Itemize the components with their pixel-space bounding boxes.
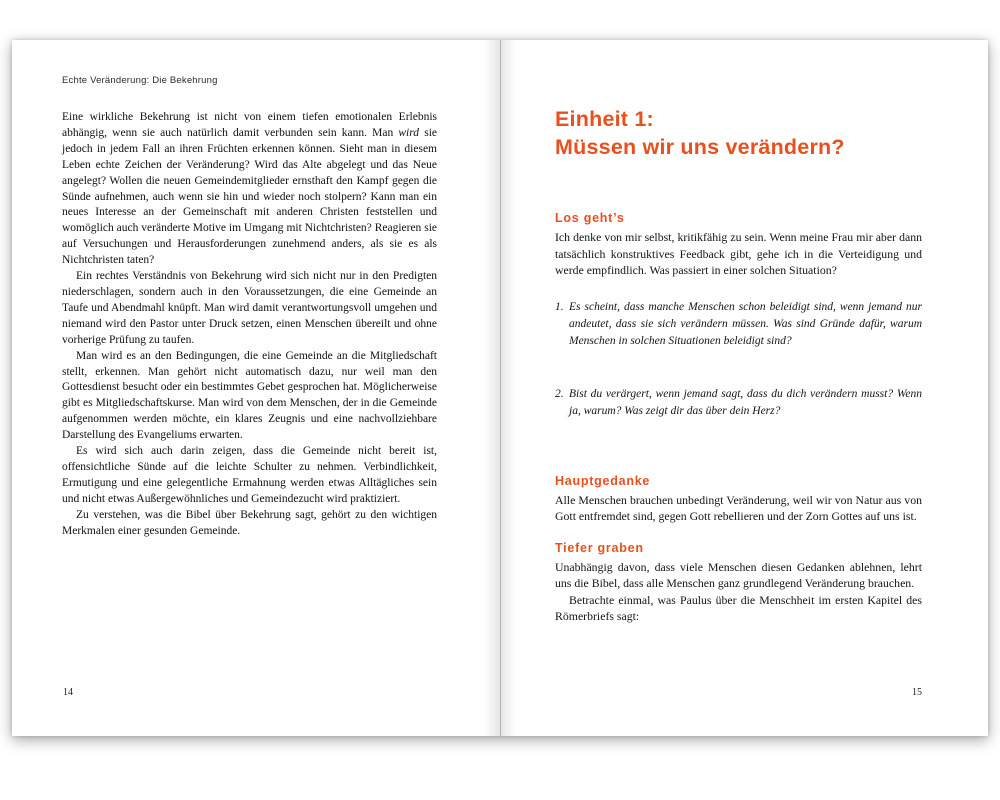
question-text: Es scheint, dass manche Menschen schon beleidigt sind, wenn jemand nur andeutet, dass sie sich verändern müssen. Was sind Gründe dafür, warum Menschen in solchen Situationen beleidigt sind?	[569, 300, 922, 347]
question-number: 1.	[555, 300, 564, 313]
section-body-los-gehts: Ich denke von mir selbst, kritikfähig zu sein. Wenn meine Frau mir aber dann tatsächlich konstruktives Feedback gibt, gehe ich in die Verteidigung und werde empfindlich. Was passiert in einer solchen Situation?	[555, 230, 922, 277]
running-header: Echte Veränderung: Die Bekehrung	[62, 75, 218, 86]
paragraph-text: Eine wirkliche Bekehrung ist nicht von einem tiefen emotionalen Erlebnis abhängig, wenn sie auch natürlich damit verbunden sein kann. Man	[62, 111, 437, 139]
question-list	[555, 299, 922, 420]
page-right	[500, 40, 988, 736]
section-heading-tiefer-graben: Tiefer graben	[555, 540, 644, 555]
paragraph-text: sie jedoch in jedem Fall an ihren Früchten erkennen können. Sieht man in diesem Leben echte Zeichen der Veränderung? Wird das Alte abgelegt und das Neue angelegt? Wollen die neuen Gemeindemitglieder ernsthaft den Kampf gegen die Sünde aufnehmen, auch wenn sie hin und wieder noch stolpern? Kann man ein neues Interesse an der Gemeinschaft mit anderen Christen feststellen und womöglich auch veränderte Motive im Umgang mit Nichtchristen? Reagieren sie auf Versuchungen und Herausforderungen zunehmend anders, als sie es als Nichtchristen taten?	[62, 126, 437, 267]
page-gutter	[500, 40, 501, 736]
page-left	[12, 40, 500, 736]
section-body-tiefer-graben-2: Betrachte einmal, was Paulus über die Menschheit im ersten Kapitel des Römerbriefs sagt:	[555, 592, 922, 623]
chapter-title-line2: Müssen wir uns verändern?	[555, 135, 845, 159]
paragraph: Es wird sich auch darin zeigen, dass die Gemeinde nicht bereit ist, offensichtliche Sünde auf die leichte Schulter zu nehmen. Verbindlichkeit, Ermutigung und eine gelegentliche Ermahnung werden etwas Alltägliches sein und nicht etwas Außergewöhnliches und Gemeindezucht wird praktiziert.	[62, 445, 437, 505]
chapter-title-line1: Einheit 1:	[555, 107, 654, 131]
page-number: 14	[63, 687, 73, 698]
section-heading-los-gehts: Los geht’s	[555, 211, 625, 225]
paragraph: Zu verstehen, was die Bibel über Bekehrung sagt, gehört zu den wichtigen Merkmalen einer gesunden Gemeinde.	[62, 508, 437, 537]
italic-word: wird	[398, 126, 420, 139]
question-item	[555, 299, 922, 350]
section-heading-hauptgedanke: Hauptgedanke	[555, 473, 651, 488]
paragraph: Ein rechtes Verständnis von Bekehrung wird sich nicht nur in den Predigten niederschlagen, sondern auch in den Voraussetzungen, die eine Gemeinde an Taufe und Abendmahl knüpft. Man wird damit verantwortungsvoll umgehen und niemand wird den Pastor unter Druck setzen, einen Menschen übereilt und ohne vorherige Prüfung zu taufen.	[62, 270, 437, 346]
paragraph	[62, 110, 437, 269]
page-number: 15	[912, 687, 922, 698]
chapter-title	[555, 105, 922, 161]
book-spread	[12, 40, 988, 736]
section-body-tiefer-graben: Unabhängig davon, dass viele Menschen diesen Gedanken ablehnen, lehrt uns die Bibel, dass alle Menschen ganz grundlegend Veränderung brauchen.	[555, 559, 922, 590]
question-number: 2.	[555, 387, 564, 400]
paragraph: Man wird es an den Bedingungen, die eine Gemeinde an die Mitgliedschaft stellt, erkennen. Man gehört nicht automatisch dazu, nur weil man den Gottesdienst besucht oder ein bestimmtes Gebet gesprochen hat. Möglicherweise gibt es Mitgliedschaftskurse. Man wird von dem Menschen, der in die Gemeinde aufgenommen werden möchte, ein klares Zeugnis und eine nachvollziehbare Darstellung des Evangeliums erwarten.	[62, 349, 437, 442]
section-body-hauptgedanke: Alle Menschen brauchen unbedingt Veränderung, weil wir von Natur aus von Gott entfremdet sind, gegen Gott rebellieren und der Zorn Gottes auf uns ist.	[555, 492, 922, 523]
question-text: Bist du verärgert, wenn jemand sagt, dass du dich verändern musst? Wenn ja, warum? Was zeigt dir das über dein Herz?	[569, 387, 922, 417]
question-item	[555, 386, 922, 420]
left-page-body	[62, 110, 437, 539]
